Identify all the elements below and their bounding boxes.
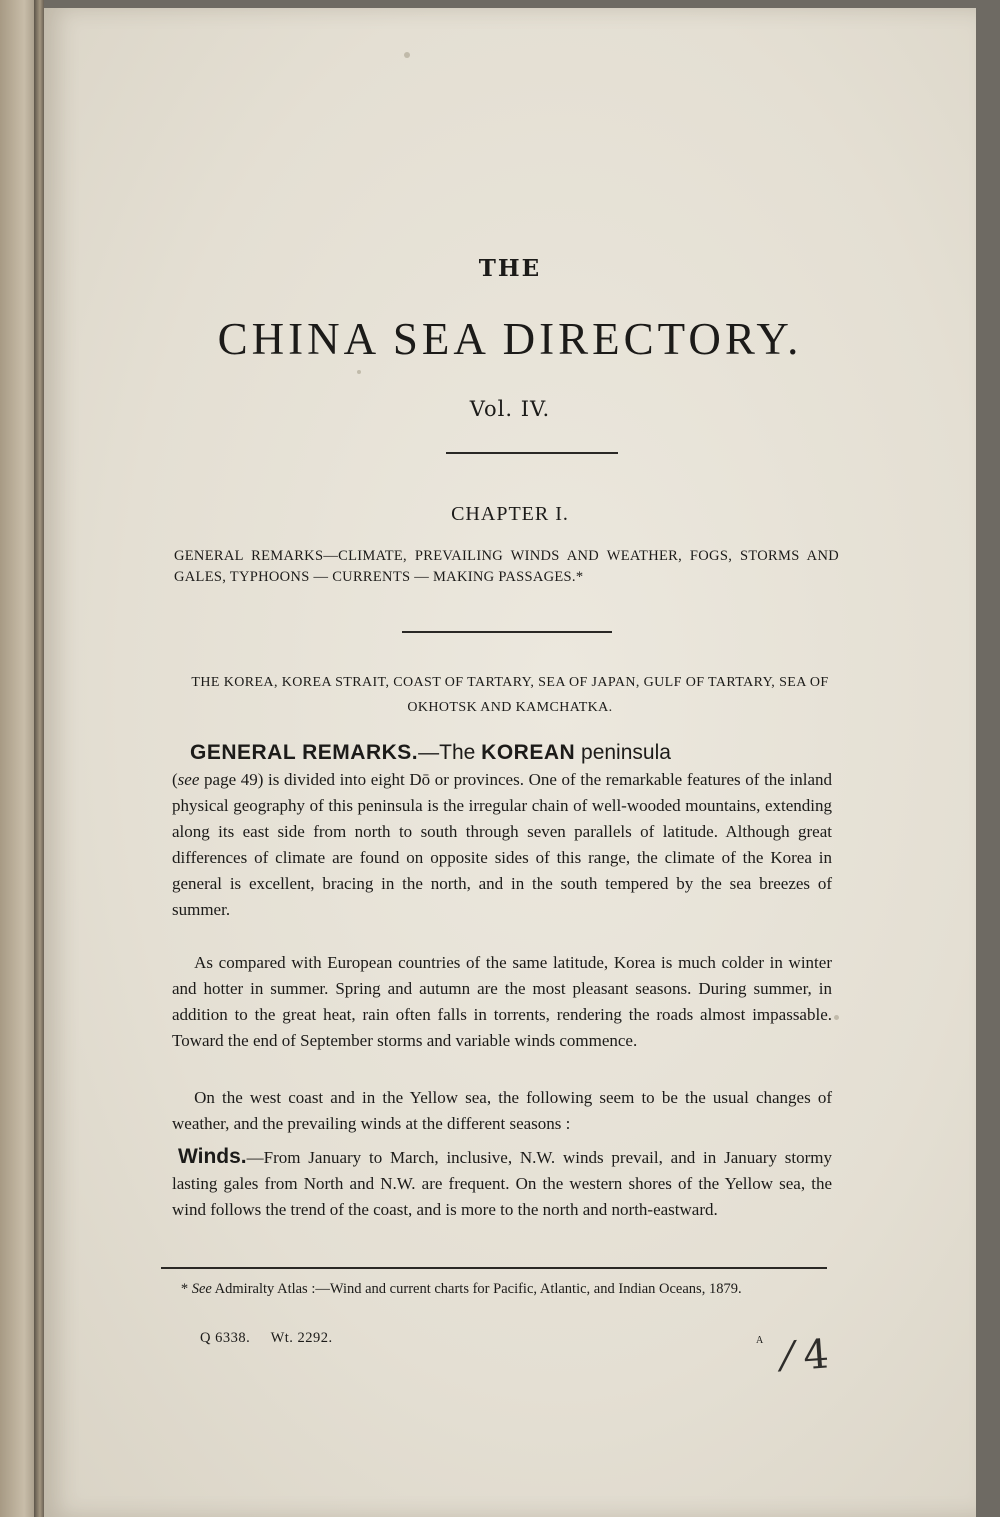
paragraph-lead-winds: Winds. xyxy=(178,1145,247,1168)
paper-spot xyxy=(834,1015,839,1020)
footnote-mark: * xyxy=(180,1281,192,1297)
paragraph-climate: As compared with European countries of the same latitude, Korea is much colder in winter and hotter in summer. Spring and autumn are the most pleasant seasons. During summer, in addition to the great heat, rain often falls in torrents, rendering the roads almost impassable. Toward the end of September storms and variable winds commence. xyxy=(172,953,832,1050)
paragraph-general-remarks xyxy=(172,740,832,923)
section-heading: THE KOREA, KOREA STRAIT, COAST OF TARTARY, SEA OF JAPAN, GULF OF TARTARY, SEA OF OKHOTSK AND KAMCHATKA. xyxy=(191,675,829,715)
footnote-text: Admiralty Atlas :—Wind and current charts for Pacific, Atlantic, and Indian Oceans, 1879. xyxy=(211,1281,742,1297)
paper-spot xyxy=(404,52,410,58)
title-the: THE xyxy=(478,255,542,282)
paragraph-lead-korean: KOREAN xyxy=(481,741,576,764)
paragraph-winds xyxy=(172,1144,832,1223)
book-title: CHINA SEA DIRECTORY. xyxy=(217,314,803,364)
handwritten-note: ⁄ 4 xyxy=(782,1331,831,1381)
paragraph-lead-dash: —The xyxy=(418,741,482,764)
chapter-heading: CHAPTER I. xyxy=(451,503,569,525)
chapter-subtitle: GENERAL REMARKS—CLIMATE, PREVAILING WINDS AND WEATHER, FOGS, STORMS AND GALES, TYPHOONS — CURRENTS — MAKING PASSAGES.* xyxy=(174,548,839,585)
book-spine xyxy=(34,0,44,1517)
divider-rule xyxy=(446,452,618,454)
paragraph-west-coast: On the west coast and in the Yellow sea, the following seem to be the usual changes of weather, and the prevailing winds at the different seasons : xyxy=(172,1088,832,1133)
paragraph-lead-peninsula: peninsula xyxy=(575,741,671,764)
print-code: Q 6338. Wt. 2292. xyxy=(200,1330,333,1346)
footnote-rule xyxy=(161,1267,827,1269)
footnote-see: See xyxy=(191,1281,212,1297)
footnote xyxy=(162,1278,830,1300)
paragraph-text: page 49) is divided into eight Dō or provinces. One of the remarkable features of the inland physical geography of this peninsula is the irregular chain of well-wooded mountains, extending along its east side from north to south through seven parallels of latitude. Although great differences of climate are found on opposite sides of this range, the climate of the Korea in general is excellent, bracing in the north, and in the south tempered by the sea breezes of summer. xyxy=(172,770,832,919)
paragraph-lead: GENERAL REMARKS. xyxy=(190,741,419,764)
volume-label: Vol. IV. xyxy=(469,397,551,421)
divider-rule xyxy=(402,631,612,633)
book-page xyxy=(44,8,976,1517)
see-reference: see xyxy=(177,770,200,789)
paper-spot xyxy=(357,370,361,374)
paragraph-text: —From January to March, inclusive, N.W. winds prevail, and in January stormy lasting gales from North and N.W. are frequent. On the western shores of the Yellow sea, the wind follows the trend of the coast, and is more to the north and north-eastward. xyxy=(172,1148,832,1219)
signature-mark: A xyxy=(756,1335,764,1346)
paren-open: ( xyxy=(172,770,178,789)
